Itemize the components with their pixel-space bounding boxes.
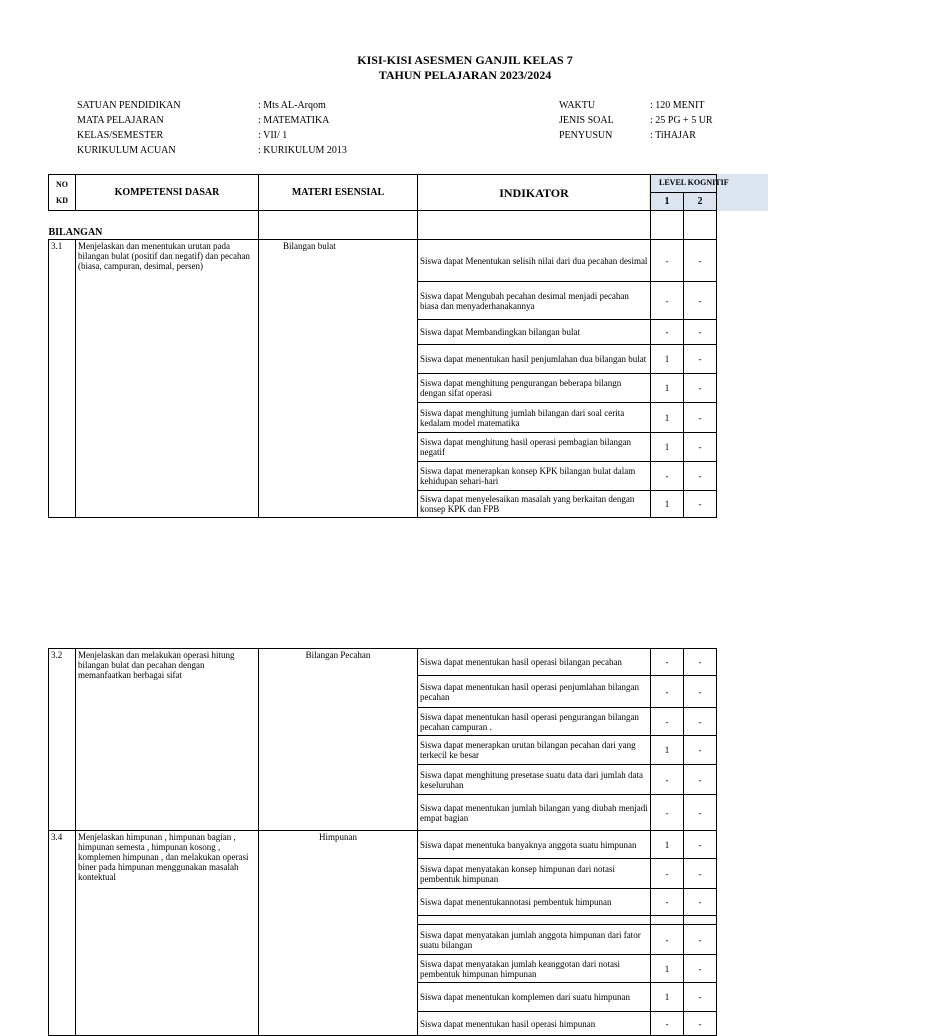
indikator-cell: Siswa dapat menghitung pengurangan beberapa bilangn dengan sifat operasi — [418, 374, 651, 403]
indikator-cell: Siswa dapat menyatakan jumlah keanggotan dari notasi pembentuk himpunan himpunan — [418, 955, 651, 983]
meta-value: : VII/ 1 — [258, 130, 288, 141]
level-2-cell: - — [684, 983, 717, 1012]
level-1-cell: - — [651, 1012, 684, 1036]
level-2-cell: - — [684, 403, 717, 433]
indikator-cell: Siswa dapat menerapkan konsep KPK bilangan bulat dalam kehidupan sehari-hari — [418, 462, 651, 491]
meta-left-labels — [77, 98, 181, 158]
col-header-level — [651, 175, 729, 193]
level-2-cell: - — [684, 320, 717, 345]
meta-label: PENYUSUN — [559, 130, 613, 141]
level-2-cell: - — [684, 374, 717, 403]
level-1-cell: 1 — [651, 345, 684, 374]
col-header-indikator: INDIKATOR — [418, 175, 651, 211]
level-2-cell: - — [684, 282, 717, 320]
level-1-cell: 1 — [651, 983, 684, 1012]
kd-cell — [76, 649, 259, 831]
indikator-cell: Siswa dapat Membandingkan bilangan bulat — [418, 320, 651, 345]
level-2-cell: - — [684, 955, 717, 983]
level-1-cell: 1 — [651, 403, 684, 433]
meta-label: SATUAN PENDIDIKAN — [77, 100, 181, 111]
indikator-cell: Siswa dapat menghitung jumlah bilangan dari soal cerita kedalam model matematika — [418, 403, 651, 433]
kd-cell — [76, 831, 259, 1036]
level-2-cell: - — [684, 708, 717, 736]
level-2-cell: - — [684, 433, 717, 462]
section-label: BILANGAN — [48, 227, 103, 238]
level-1-cell: - — [651, 859, 684, 889]
col-header-no-bottom: KD — [56, 195, 68, 205]
indikator-cell: Siswa dapat Menentukan selisih nilai dari dua pecahan desimal — [418, 240, 651, 282]
meta-right-values — [650, 98, 718, 143]
level-2-cell: - — [684, 795, 717, 831]
kd-number: 3.2 — [49, 649, 76, 831]
col-header-no — [49, 175, 76, 211]
meta-left-values — [258, 98, 347, 158]
meta-value: : 25 PG + 5 UR — [650, 115, 713, 126]
level-1-cell: 1 — [651, 955, 684, 983]
materi-cell: Bilangan Pecahan — [259, 649, 418, 831]
indikator-cell: Siswa dapat menghitung presetase suatu data dari jumlah data keseluruhan — [418, 765, 651, 795]
level-2-cell: - — [684, 765, 717, 795]
level-1-cell: - — [651, 765, 684, 795]
meta-value: : MATEMATIKA — [258, 115, 330, 126]
level-1-cell: - — [651, 889, 684, 916]
meta-value: : 120 MENIT — [650, 100, 705, 111]
table-row — [49, 831, 717, 859]
level-1-cell: - — [651, 925, 684, 955]
level-2-cell: - — [684, 1012, 717, 1036]
kd-number: 3.1 — [49, 240, 76, 518]
level-1-cell: 1 — [651, 736, 684, 765]
indikator-cell: Siswa dapat menentukan hasil operasi pengurangan bilangan pecahan campuran . — [418, 708, 651, 736]
indikator-cell: Siswa dapat menentuka banyaknya anggota suatu himpunan — [418, 831, 651, 859]
level-2-cell: - — [684, 831, 717, 859]
kd-text: Menjelaskan dan menentukan urutan pada bilangan bulat (positif dan negatif) dan pecahan (biasa, campuran, desimal, persen) — [78, 241, 250, 271]
kisi-table-part2 — [48, 648, 717, 1036]
kisi-table-part1 — [48, 174, 729, 518]
level-2-cell: - — [684, 345, 717, 374]
indikator-cell: Siswa dapat menentukan hasil operasi bilangan pecahan — [418, 649, 651, 676]
indikator-cell: Siswa dapat menentukan hasil penjumlahan dua bilangan bulat — [418, 345, 651, 374]
kd-text: Menjelaskan himpunan , himpunan bagian , himpunan semesta , himpunan kosong , komplemen himpunan , dan melakukan operasi biner pada himpunan menggunakan masalah kontektual — [78, 832, 249, 882]
level-1-cell: - — [651, 240, 684, 282]
meta-label: KELAS/SEMESTER — [77, 130, 164, 141]
section-title — [49, 211, 259, 240]
level-1-cell: 1 — [651, 433, 684, 462]
level-1-cell: - — [651, 320, 684, 345]
meta-value: : Mts AL-Arqom — [258, 100, 326, 111]
meta-label: JENIS SOAL — [559, 115, 614, 126]
meta-label: WAKTU — [559, 100, 596, 111]
indikator-cell: Siswa dapat menentukan jumlah bilangan yang diubah menjadi empat bagian — [418, 795, 651, 831]
level-1-cell: - — [651, 708, 684, 736]
level-2-cell — [684, 916, 717, 925]
kd-text: Menjelaskan dan melakukan operasi hitung bilangan bulat dan pecahan dengan memanfaatkan berbagai sifat — [78, 650, 235, 680]
table-row — [49, 649, 717, 676]
indikator-cell — [418, 916, 651, 925]
level-2-cell: - — [684, 889, 717, 916]
level-1-cell: - — [651, 462, 684, 491]
indikator-cell: Siswa dapat menentukan hasil operasi himpunan — [418, 1012, 651, 1036]
indikator-cell: Siswa dapat menentukannotasi pembentuk himpunan — [418, 889, 651, 916]
table-row — [49, 240, 717, 282]
level-1-cell: 1 — [651, 831, 684, 859]
indikator-cell: Siswa dapat menyelesaikan masalah yang berkaitan dengan konsep KPK dan FPB — [418, 491, 651, 518]
level-1-cell: - — [651, 795, 684, 831]
indikator-cell: Siswa dapat menyatakan jumlah anggota himpunan dari fator suatu bilangan — [418, 925, 651, 955]
materi-cell: Himpunan — [259, 831, 418, 1036]
meta-right-labels — [559, 98, 614, 143]
kd-number: 3.4 — [49, 831, 76, 1036]
level-1-cell — [651, 916, 684, 925]
level-1-cell: 1 — [651, 374, 684, 403]
level-2-cell: - — [684, 859, 717, 889]
level-1-cell: - — [651, 676, 684, 708]
level-2-cell: - — [684, 925, 717, 955]
level-1-cell: - — [651, 282, 684, 320]
col-header-no-top: NO — [56, 179, 68, 189]
document-title: KISI-KISI ASESMEN GANJIL KELAS 7 — [357, 53, 573, 67]
col-header-level-label: LEVEL KOGNITIF — [659, 178, 729, 187]
materi-cell: Bilangan bulat — [259, 240, 418, 518]
meta-label: KURIKULUM ACUAN — [77, 145, 176, 156]
document-subtitle: TAHUN PELAJARAN 2023/2024 — [378, 68, 552, 82]
col-header-kd: KOMPETENSI DASAR — [76, 175, 259, 211]
level-1-cell: 1 — [651, 491, 684, 518]
col-header-materi: MATERI ESENSIAL — [259, 175, 418, 211]
kd-cell — [76, 240, 259, 518]
indikator-cell: Siswa dapat menentukan hasil operasi penjumlahan bilangan pecahan — [418, 676, 651, 708]
level-2-cell: - — [684, 491, 717, 518]
indikator-cell: Siswa dapat menghitung hasil operasi pembagian bilangan negatif — [418, 433, 651, 462]
level-2-cell: - — [684, 240, 717, 282]
level-2-cell: - — [684, 736, 717, 765]
level-2-cell: - — [684, 462, 717, 491]
meta-value: : KURIKULUM 2013 — [258, 145, 347, 156]
meta-label: MATA PELAJARAN — [77, 115, 164, 126]
level-2-cell: - — [684, 649, 717, 676]
level-2-cell: - — [684, 676, 717, 708]
indikator-cell: Siswa dapat Mengubah pecahan desimal menjadi pecahan biasa dan menyaderhanakannya — [418, 282, 651, 320]
indikator-cell: Siswa dapat menentukan komplemen dari suatu himpunan — [418, 983, 651, 1012]
meta-value: : TiHAJAR — [650, 130, 696, 141]
level-1-cell: - — [651, 649, 684, 676]
col-header-level-2: 2 — [684, 193, 717, 211]
indikator-cell: Siswa dapat menyatakan konsep himpunan dari notasi pembentuk himpunan — [418, 859, 651, 889]
indikator-cell: Siswa dapat menerapkan urutan bilangan pecahan dari yang terkecil ke besar — [418, 736, 651, 765]
col-header-level-1: 1 — [651, 193, 684, 211]
